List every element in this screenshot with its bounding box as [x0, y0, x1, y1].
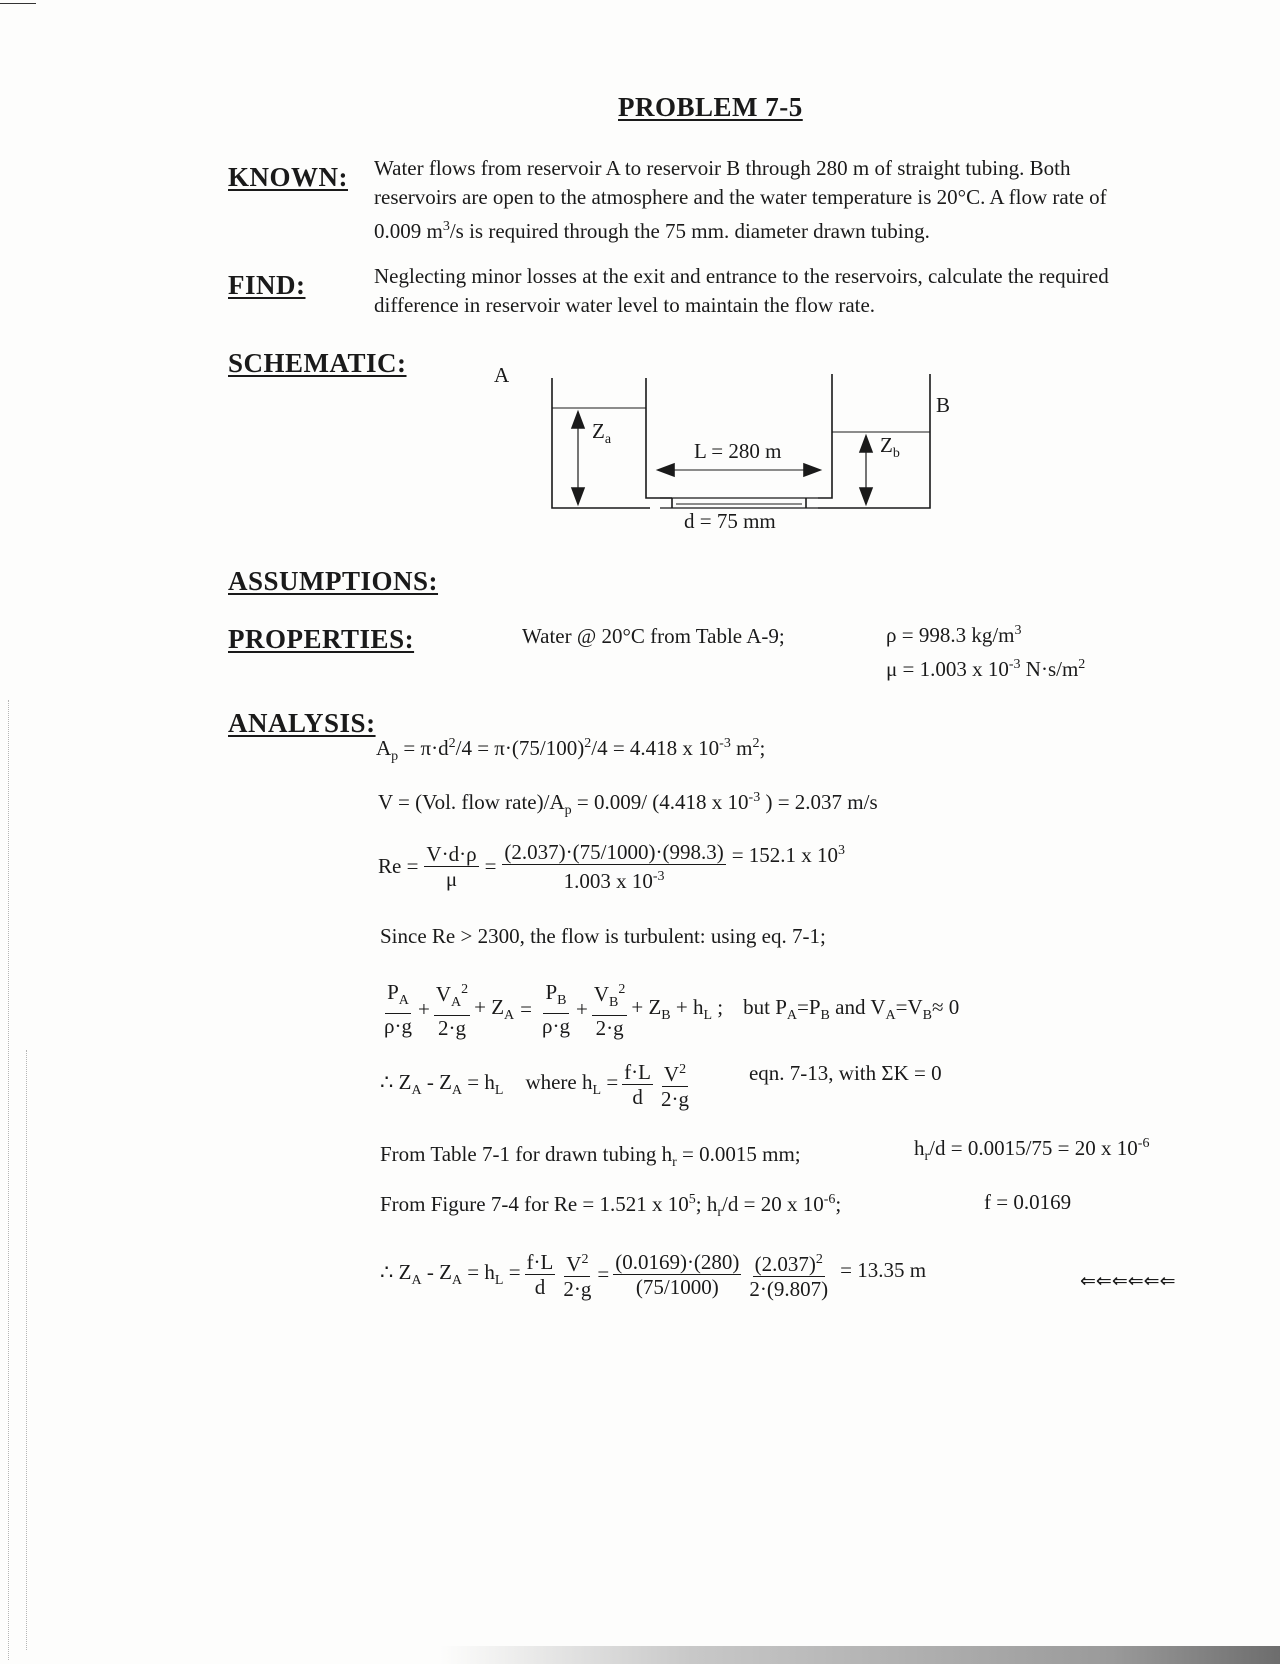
- friction-line: From Figure 7-4 for Re = 1.521 x $10^5$; $h_r/d = 20$ x $10^{-6}$;: [380, 1192, 842, 1221]
- fl-over-d-fraction: $\frac{f\cdot L}{d}$: [624, 1060, 651, 1109]
- pb-fraction: $\frac{P_B}{\rho\cdot g}$: [542, 980, 570, 1039]
- roughness-line: From Table 7-1 for drawn tubing $h_r = 0.0015$ mm;: [380, 1142, 801, 1171]
- result-equation: ∴ $Z_A - Z_A = h_L$ = $\frac{f\cdot L}{d}$ $\frac{V^2}{2\cdot g}$ = $\frac{(0.0169)\cdot(280)}{(75/1000)}$ $\frac{(2.037)^2}{2\cdot(9.807)}$ = 13.35 m: [380, 1250, 927, 1301]
- reynolds-fraction-2: $\frac{(2.037)\cdot(75/1000)\cdot(998.3)}{1.003 x 10^{-3}}$: [504, 840, 724, 893]
- energy-equation: $\frac{P_A}{\rho\cdot g}$ + $\frac{V_A^2}{2\cdot g}$ + $Z_A$ = $\frac{P_B}{\rho\cdot g}$ + $\frac{V_B^2}{2\cdot g}$ + $Z_B + h_L$ ; but $P_A=P_B$ and $V_A=V_B\approx 0$: [384, 980, 960, 1041]
- result-v2-over-2g: $\frac{V^2}{2\cdot g}$: [561, 1248, 593, 1301]
- v2-over-2g-fraction: $\frac{V^2}{2\cdot g}$: [659, 1058, 691, 1111]
- known-line-2: reservoirs are open to the atmosphere and the water temperature is 20°C. A flow rate of: [374, 185, 1107, 209]
- result-value: = 13.35 m: [840, 1258, 927, 1282]
- properties-source: Water @ 20°C from Table A-9;: [522, 624, 785, 648]
- find-label: FIND:: [228, 270, 306, 300]
- scan-edge-speckle-2: [26, 1050, 27, 1650]
- reservoir-a-label: A: [494, 363, 510, 387]
- known-label: KNOWN:: [228, 162, 348, 192]
- result-numeric-fraction-2: $\frac{(2.037)^2}{2\cdot(9.807)}$: [747, 1248, 830, 1301]
- area-equation: $A_p = \pi\cdot d^2/4 = \pi\cdot(75/100)^2/4 = 4.418$ x $10^{-3}$ $m^2$;: [376, 736, 766, 765]
- find-text: [374, 262, 1254, 320]
- reynolds-equation: Re = $\frac{V\cdot d\cdot\rho}{\mu}$ = $\frac{(2.037)\cdot(75/1000)\cdot(998.3)}{1.003 x 10^{-3}}$ = 152.1 x $10^3$: [378, 840, 846, 893]
- assumptions-label: ASSUMPTIONS:: [228, 566, 439, 596]
- velocity-equation: V = (Vol. flow $rate)/A_p = 0.009/$ (4.418 x $10^{-3}$ ) = 2.037 m/s: [378, 790, 878, 819]
- eqn-reference: eqn. 7-13, with ΣK = 0: [748, 1061, 942, 1085]
- pa-fraction: $\frac{P_A}{\rho\cdot g}$: [384, 980, 412, 1039]
- va-fraction: $\frac{V_A^2}{2\cdot g}$: [434, 978, 470, 1040]
- friction-factor: f = 0.0169: [984, 1190, 1072, 1214]
- find-line-1: Neglecting minor losses at the exit and entrance to the reservoirs, calculate the required: [374, 264, 1109, 288]
- headloss-definition: ∴ $Z_A - Z_A = h_L$ where $h_L$ = $\frac{f\cdot L}{d}$ $\frac{V^2}{2\cdot g}$ eqn. 7-13, with ΣK = 0: [380, 1060, 942, 1111]
- analysis-label: ANALYSIS:: [228, 708, 376, 738]
- scan-bottom-band: [440, 1646, 1280, 1664]
- known-text: [374, 154, 1254, 246]
- result-arrows: ⇐⇐⇐⇐⇐⇐: [1080, 1270, 1176, 1292]
- reservoir-b-label: B: [936, 393, 951, 417]
- result-fl-over-d: $\frac{f\cdot L}{d}$: [526, 1250, 554, 1299]
- viscosity-value: μ = 1.003 x $10^{-3}$ $N\cdot s/m^2$: [886, 657, 1086, 681]
- schematic-label: SCHEMATIC:: [228, 348, 407, 378]
- result-numeric-fraction-1: $\frac{(0.0169)\cdot(280)}{(75/1000)}$: [615, 1250, 740, 1299]
- relative-roughness: $h_r/d = 0.0015/75 = 20$ x $10^{-6}$: [914, 1136, 1150, 1165]
- za-label: $Z_a$: [592, 419, 612, 447]
- pipe-length-label: L = 280 m: [694, 439, 782, 463]
- pipe-diameter-label: d = 75 mm: [684, 509, 776, 533]
- zb-label: $Z_b$: [880, 433, 900, 461]
- properties-values: [886, 616, 1085, 684]
- vb-fraction: $\frac{V_B^2}{2\cdot g}$: [592, 978, 628, 1040]
- known-line-1: Water flows from reservoir A to reservoir B through 280 m of straight tubing. Both: [374, 156, 1071, 180]
- reservoir-schematic: [494, 363, 960, 538]
- turbulent-statement: Since Re > 2300, the flow is turbulent: using eq. 7-1;: [380, 924, 826, 948]
- scan-edge-speckle: [8, 700, 9, 1660]
- density-value: ρ = 998.3 $kg/m^3$: [886, 623, 1022, 647]
- page-title: PROBLEM 7-5: [618, 92, 803, 122]
- known-line-3: 0.009 $m^3/s$ is required through the 75 mm. diameter drawn tubing.: [374, 219, 930, 243]
- properties-label: PROPERTIES:: [228, 624, 415, 654]
- reynolds-fraction-1: $\frac{V\cdot d\cdot\rho}{\mu}$: [426, 842, 477, 891]
- find-line-2: difference in reservoir water level to maintain the flow rate.: [374, 293, 876, 317]
- scan-corner-mark: [0, 3, 36, 4]
